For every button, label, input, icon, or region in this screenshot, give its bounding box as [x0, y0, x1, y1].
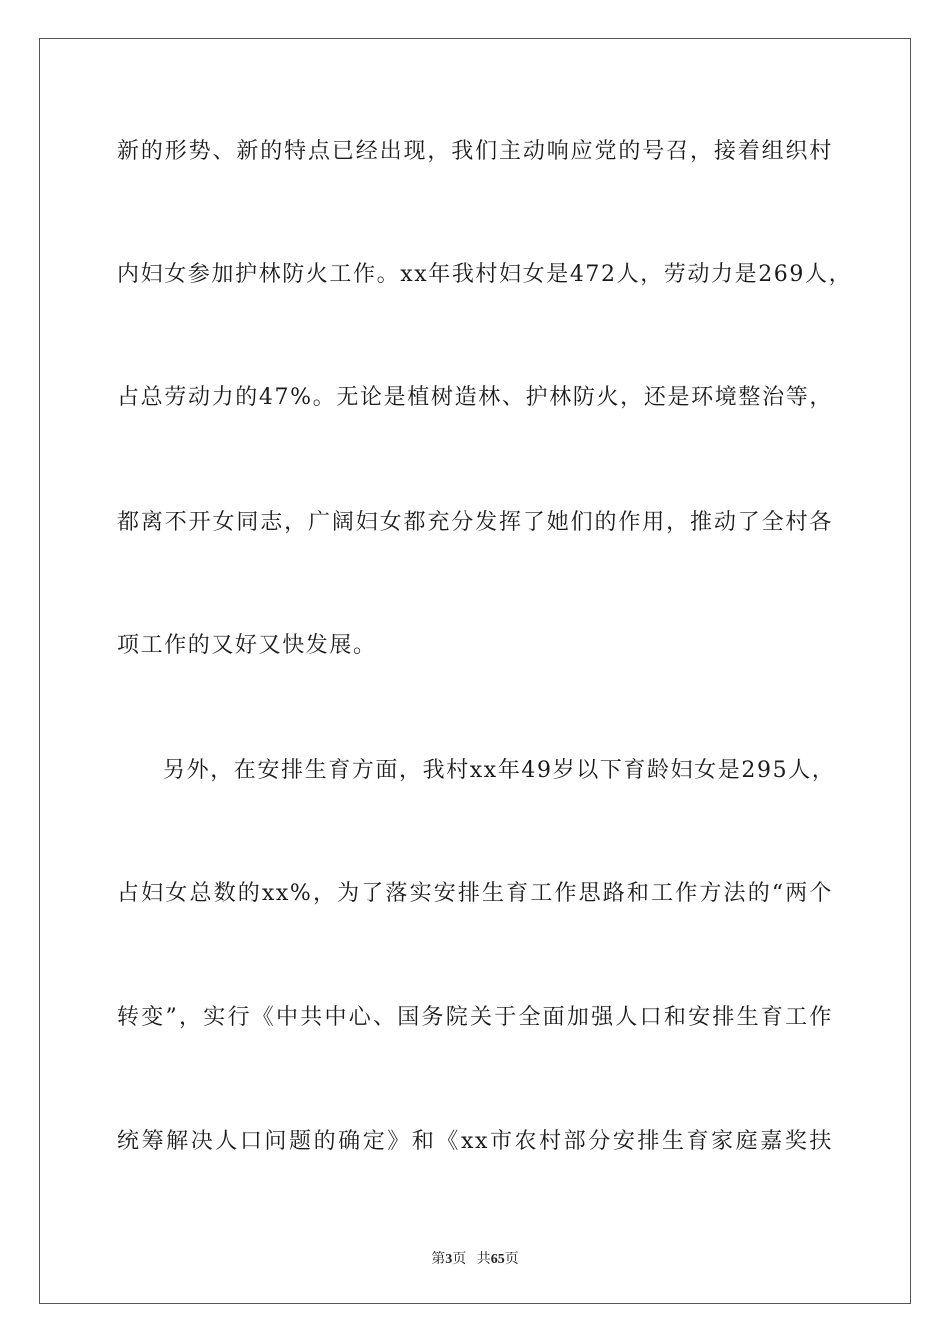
text-line-2: 内妇女参加护林防火工作。xx年我村妇女是472人，劳动力是269人，	[117, 262, 853, 287]
text-line-5: 项工作的又好又快发展。	[117, 633, 377, 658]
footer-total-prefix: 共	[476, 1252, 491, 1267]
footer-total-suffix: 页	[504, 1252, 519, 1267]
footer-total-pages: 65	[490, 1252, 505, 1267]
text-line-8: 转变”，实行《中共中心、国务院关于全面加强人口和安排生育工作	[117, 1005, 833, 1030]
text-line-4: 都离不开女同志，广阔妇女都充分发挥了她们的作用，推动了全村各	[117, 510, 833, 535]
text-line-6: 另外，在安排生育方面，我村xx年49岁以下育龄妇女是295人，	[163, 758, 836, 783]
footer-page-number: 3	[445, 1252, 453, 1267]
text-line-7: 占妇女总数的xx%，为了落实安排生育工作思路和工作方法的“两个	[117, 881, 833, 906]
footer-page-suffix: 页	[452, 1252, 467, 1267]
text-line-9: 统筹解决人口问题的确定》和《xx市农村部分安排生育家庭嘉奖扶	[117, 1129, 833, 1154]
page-border	[39, 38, 911, 1304]
footer-page-prefix: 第	[431, 1252, 446, 1267]
page-footer	[0, 1248, 950, 1268]
text-line-1: 新的形势、新的特点已经出现，我们主动响应党的号召，接着组织村	[117, 139, 833, 164]
text-line-3: 占总劳动力的47%。无论是植树造林、护林防火，还是环境整治等，	[117, 385, 833, 410]
